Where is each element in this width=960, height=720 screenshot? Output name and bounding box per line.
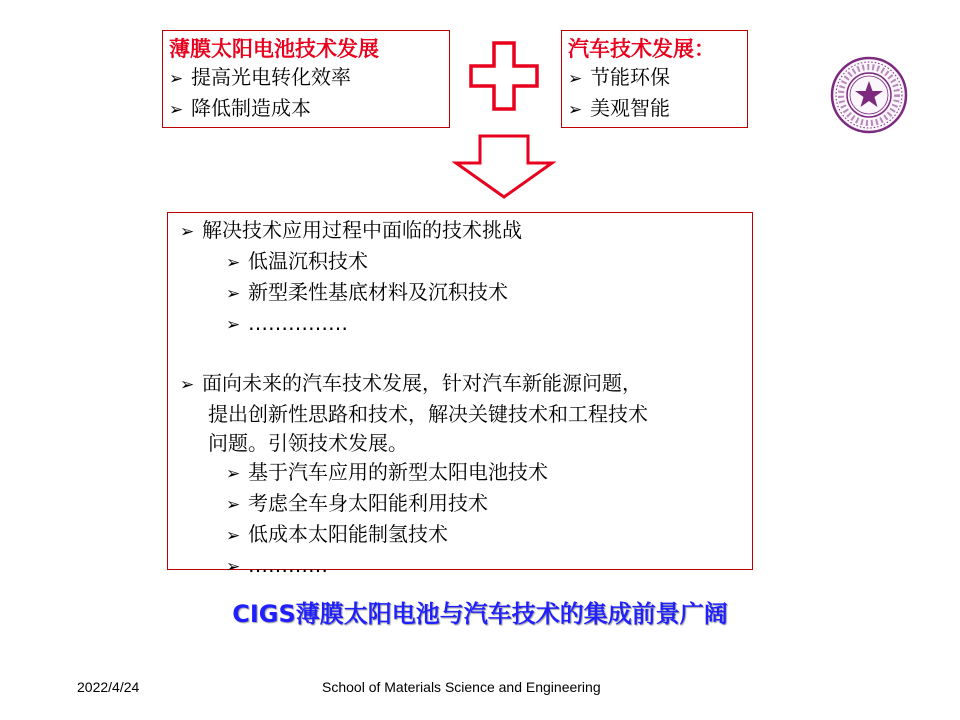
bullet-arrow-icon: ➢ bbox=[169, 69, 184, 89]
list-item-continuation: 提出创新性思路和技术，解决关键技术和工程技术 bbox=[208, 402, 648, 426]
spacer bbox=[176, 340, 752, 369]
bullet-arrow-icon: ➢ bbox=[226, 284, 241, 304]
list-item: ➢ 降低制造成本 bbox=[169, 94, 449, 125]
down-arrow-icon bbox=[452, 133, 556, 201]
thin-film-solar-box bbox=[162, 30, 450, 128]
list-item: ➢ 面向未来的汽车技术发展，针对汽车新能源问题， bbox=[176, 369, 752, 400]
bullet-arrow-icon: ➢ bbox=[180, 222, 195, 242]
list-item: ➢ 低温沉积技术 bbox=[176, 247, 752, 278]
list-item: ➢ …………… bbox=[176, 309, 752, 340]
bullet-arrow-icon: ➢ bbox=[226, 253, 241, 273]
list-item: ➢ 基于汽车应用的新型太阳电池技术 bbox=[176, 458, 752, 489]
list-item: ➢ 节能环保 bbox=[568, 63, 747, 94]
automotive-tech-title: 汽车技术发展： bbox=[568, 37, 715, 61]
university-seal-icon bbox=[829, 55, 909, 135]
list-item: ➢ 考虑全车身太阳能利用技术 bbox=[176, 489, 752, 520]
slide-caption: CIGS薄膜太阳电池与汽车技术的集成前景广阔 bbox=[232, 600, 728, 628]
list-item: ➢ 提高光电转化效率 bbox=[169, 63, 449, 94]
bullet-arrow-icon: ➢ bbox=[226, 464, 241, 484]
list-item: ➢ ………… bbox=[176, 551, 752, 582]
footer-school: School of Materials Science and Engineering bbox=[322, 679, 601, 695]
bullet-arrow-icon: ➢ bbox=[226, 315, 241, 335]
thin-film-solar-title: 薄膜太阳电池技术发展 bbox=[169, 37, 379, 61]
automotive-tech-box bbox=[561, 30, 748, 128]
bullet-arrow-icon: ➢ bbox=[226, 495, 241, 515]
list-item: ➢ 低成本太阳能制氢技术 bbox=[176, 520, 752, 551]
bullet-arrow-icon: ➢ bbox=[568, 100, 583, 120]
list-item: ➢ 解决技术应用过程中面临的技术挑战 bbox=[176, 216, 752, 247]
list-item-continuation: 问题。引领技术发展。 bbox=[208, 431, 408, 455]
plus-icon bbox=[468, 40, 540, 112]
bullet-arrow-icon: ➢ bbox=[568, 69, 583, 89]
challenges-box bbox=[167, 212, 753, 577]
bullet-arrow-icon: ➢ bbox=[226, 526, 241, 546]
list-item: ➢ 美观智能 bbox=[568, 94, 747, 125]
footer-date: 2022/4/24 bbox=[77, 679, 140, 695]
list-item: ➢ 新型柔性基底材料及沉积技术 bbox=[176, 278, 752, 309]
bullet-arrow-icon: ➢ bbox=[226, 557, 241, 577]
bullet-arrow-icon: ➢ bbox=[180, 375, 195, 395]
bullet-arrow-icon: ➢ bbox=[169, 100, 184, 120]
